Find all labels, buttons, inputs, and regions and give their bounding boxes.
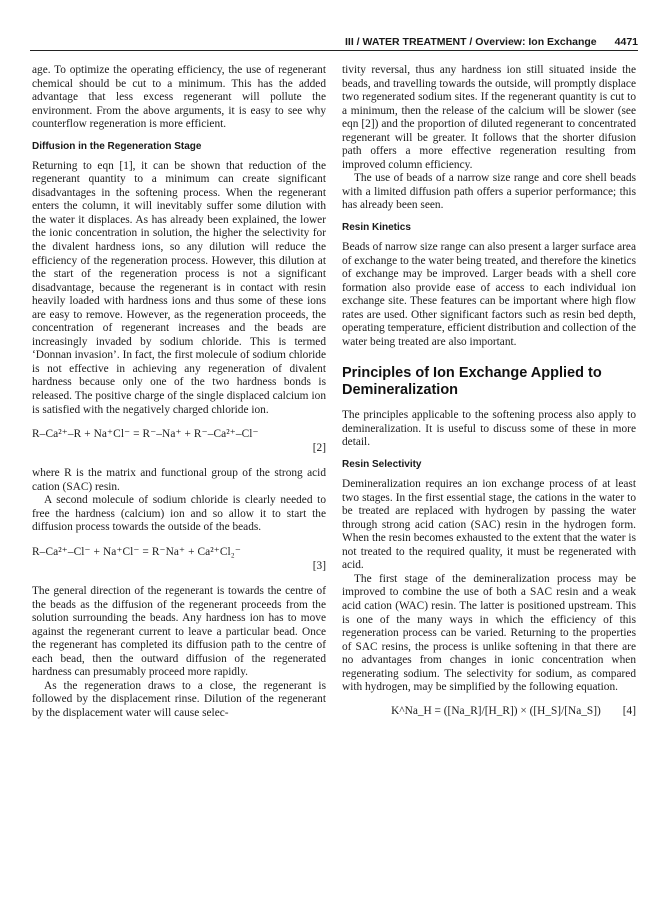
left-column: [32, 64, 326, 721]
equation-formula: R–Ca²⁺–Cl⁻ + Na⁺Cl⁻ = R⁻Na⁺ + Ca²⁺Cl₂⁻: [32, 545, 241, 558]
paragraph: A second molecule of sodium chloride is clearly needed to free the hardness (calcium) ion and so allow it to start the diffusion process towards the outside of the beads.: [32, 494, 326, 534]
equation-formula: K^Na_H = ([Na_R]/[H_R]) × ([H_S]/[Na_S]): [391, 704, 601, 717]
equation-number: [3]: [312, 559, 326, 572]
equation-2: [32, 428, 326, 455]
equation-3: [32, 546, 326, 573]
equation-number: [2]: [312, 441, 326, 454]
paragraph: The use of beads of a narrow size range and core shell beads with a limited diffusion path offers a superior performance; this has already been seen.: [342, 172, 636, 212]
paragraph: Demineralization requires an ion exchange process of at least two stages. In the first essential stage, the cations in the water to be treated are replaced with hydrogen by passing the water through strong acid cation (SAC) resin in the hydrogen form. When the resin becomes exhausted to the extent that the water is not treated to the required quality, it must be regenerated with acid.: [342, 478, 636, 572]
paragraph: Beads of narrow size range can also present a larger surface area of exchange to the water being treated, and therefore the kinetics of exchange may be improved. Larger beads with a shell core formation also provide ease of access to each individual ion exchange site. These features can be important where high flow rates are used. Other significant factors such as resin bed depth, operating temperature, efficient distribution and collection of the water being treated are also important.: [342, 241, 636, 348]
paragraph: age. To optimize the operating efficiency, the use of regenerant chemical should be cut to a minimum. This has the added advantage that less excess regenerant will pollute the environment. From the above arguments, it is easy to see why counterflow regeneration is more efficient.: [32, 64, 326, 131]
subheading-resin-selectivity: Resin Selectivity: [342, 459, 422, 471]
section-heading-demineralization: Principles of Ion Exchange Applied to Demineralization: [342, 365, 602, 399]
paragraph: The principles applicable to the softening process also apply to demineralization. It is useful to discuss some of these in more detail.: [342, 409, 636, 449]
paragraph: tivity reversal, thus any hardness ion still situated inside the beads, and travelling towards the outside, will promptly displace two regenerated sodium sites. If the regenerant quantity is cut to a minimum, then the release of the calcium will be slower (see eqn [2]) and the proportion of diluted regenerant to concentrated regenerant will be greater. It follows that the shorter difusion path offers a more effective regeneration resulting from improved column efficiency.: [342, 64, 636, 171]
subheading-diffusion: Diffusion in the Regeneration Stage: [32, 140, 202, 152]
equation-4: [342, 705, 636, 717]
paragraph: The general direction of the regenerant is towards the centre of the beads as the diffusion of the regenerant proceeds from the solution surrounding the beads. Any hardness ion has to move against the regenerant current to leave a particular bead. Once the regenerant has completed its diffusion path to the centre of each bead, then the outward diffusion of the regenerated hardness can presumably proceed more rapidly.: [32, 585, 326, 679]
subheading-resin-kinetics: Resin Kinetics: [342, 222, 411, 234]
equation-formula: R–Ca²⁺–R + Na⁺Cl⁻ = R⁻–Na⁺ + R⁻–Ca²⁺–Cl⁻: [32, 428, 259, 441]
paragraph: where R is the matrix and functional group of the strong acid cation (SAC) resin.: [32, 467, 326, 493]
running-header: [30, 26, 638, 51]
equation-number: [4]: [622, 704, 636, 717]
paragraph: As the regeneration draws to a close, the regenerant is followed by the displacement rinse. Dilution of the regenerant by the displacement water will cause selec-: [32, 679, 326, 719]
page-number: 4471: [614, 36, 638, 48]
paragraph: The first stage of the demineralization process may be improved to combine the use of both a SAC resin and a weak acid cation (WAC) resin. The latter is positioned upstream. This is one of the many ways in which the efficiency of this regeneration process can be varied. Returning to the properties of SAC resins, the process is unlike softening in that there are no advantages from changes in ionic concentration when regenerating sodium. The selectivity for sodium, as compared with hydrogen, may be simplified by the following equation.: [342, 572, 636, 694]
right-column: [342, 64, 636, 717]
paragraph: Returning to eqn [1], it can be shown that reduction of the regenerant quantity to a minimum can create significant disadvantages in the softening process. When the regenerant enters the column, it will inevitably suffer some dilution with the water it displaces. As has already been explained, the lower the ionic concentration in solution, the higher the selectivity for the divalent hardness ions, so any dilution will reduce the efficiency of the regeneration process. However, this dilution at the start of the regeneration process is not a significant disadvantage, because the regenerant is in contact with resin heavily loaded with hardness ions and thus some of these ions are easy to remove. However, as the regeneration proceeds, the concentration of regenerant increases and the beads are increasingly invaded by sodium chloride. This is termed ‘Donnan invasion’. In fact, the first molecule of sodium chloride is not effective in achieving any regeneration of divalent hardness because only one of the two hardness bonds is released. The positive charge of the single displaced calcium ion is satisfied with the negatively charged chloride ion.: [32, 159, 326, 416]
running-title: III / WATER TREATMENT / Overview: Ion Exchange: [344, 36, 597, 48]
